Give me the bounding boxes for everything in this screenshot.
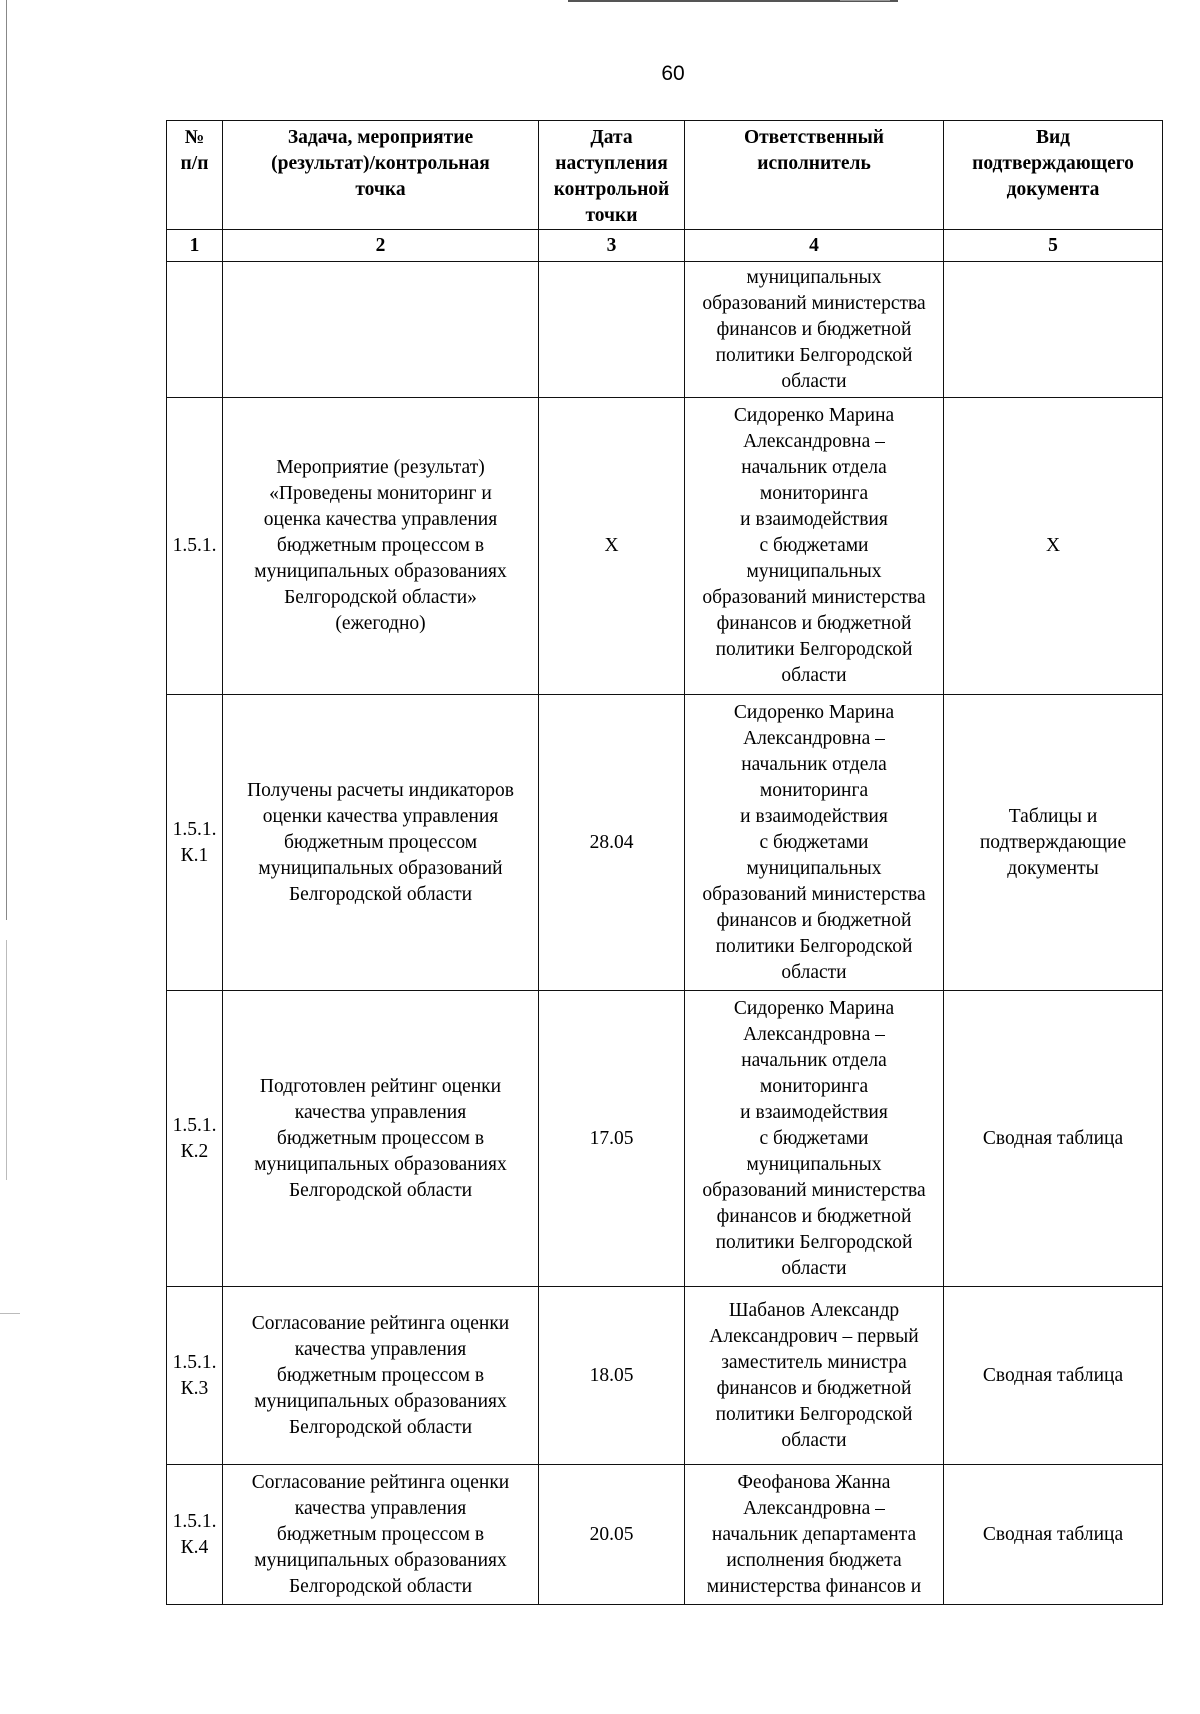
row-number-cell [167, 991, 223, 1287]
cell-text-line: муниципальных [746, 857, 882, 879]
cell-text-line: исполнитель [757, 153, 871, 174]
cell-text-line: заместитель министра [721, 1351, 907, 1373]
table-row [167, 695, 1163, 991]
date-cell: 18.05 [539, 1287, 685, 1465]
row-number-cell [167, 398, 223, 695]
scan-speck [0, 1313, 20, 1314]
row-number-cell [167, 1287, 223, 1465]
cell-text-line: с бюджетами [759, 535, 869, 556]
cell-text-line: с бюджетами [759, 831, 869, 853]
cell-text-line: бюджетным процессом в [276, 1127, 485, 1149]
date-cell: 20.05 [539, 1465, 685, 1605]
cell-text-line: финансов и бюджетной [716, 1205, 912, 1227]
cell-text-line: мониторинга [759, 483, 869, 504]
cell-text-line: Сводная таблица [982, 1523, 1124, 1545]
cell-text-line: Шабанов Александр [728, 1299, 900, 1321]
cell-text-line: Сидоренко Марина [733, 997, 895, 1019]
cell-text-line: области [781, 1429, 847, 1451]
cell-text-line: Сидоренко Марина [733, 701, 895, 723]
document-cell [944, 262, 1163, 398]
cell-text-line: К.1 [180, 844, 209, 866]
cell-text-line: Вид [1035, 127, 1071, 148]
cell-text-line: Александрович – первый [709, 1325, 919, 1347]
task-cell [223, 695, 539, 991]
cell-text-line: качества управления [294, 1101, 467, 1123]
cell-text-line: Белгородской области [288, 1416, 473, 1438]
table-row [167, 398, 1163, 695]
cell-text-line: бюджетным процессом [283, 831, 478, 853]
cell-text-line: Дата [590, 127, 633, 148]
cell-text-line: образований министерства [702, 1179, 926, 1201]
cell-text-line: наступления [555, 153, 668, 174]
cell-text-line: 1.5.1. [172, 1114, 217, 1136]
task-cell [223, 262, 539, 398]
cell-text-line: Сводная таблица [982, 1127, 1124, 1149]
cell-text-line: политики Белгородской [715, 1231, 913, 1253]
cell-text-line: и взаимодействия [740, 1101, 888, 1123]
header-number [167, 121, 223, 230]
cell-text-line: муниципальных образованиях [254, 1153, 507, 1175]
page-number: 60 [661, 62, 685, 85]
cell-text-line: X [1045, 535, 1061, 556]
cell-text-line: п/п [180, 153, 209, 174]
cell-text-line: исполнения бюджета [726, 1549, 902, 1571]
cell-text-line: бюджетным процессом в [276, 1364, 485, 1386]
header-task [223, 121, 539, 230]
cell-text-line: муниципальных [746, 561, 882, 582]
cell-text-line: муниципальных образованиях [254, 561, 507, 582]
cell-text-line: муниципальных [746, 1153, 882, 1175]
document-cell [944, 1465, 1163, 1605]
cell-text-line: Александровна – [743, 727, 885, 749]
cell-text-line: (ежегодно) [335, 613, 426, 634]
cell-text-line: подтверждающего [972, 153, 1134, 174]
cell-text-line: финансов и бюджетной [716, 909, 912, 931]
cell-text-line: Подготовлен рейтинг оценки [259, 1075, 502, 1097]
cell-text-line: документа [1006, 179, 1100, 200]
cell-text-line: оценка качества управления [263, 509, 498, 530]
row-number-cell [167, 695, 223, 991]
cell-text-line: Феофанова Жанна [737, 1471, 891, 1493]
cell-text-line: Александровна – [743, 431, 885, 452]
cell-text-line: политики Белгородской [715, 639, 913, 660]
column-number-row [167, 230, 1163, 262]
document-cell [944, 991, 1163, 1287]
document-cell [944, 1287, 1163, 1465]
cell-text-line: Белгородской области [288, 1575, 473, 1597]
cell-text-line: Сидоренко Марина [733, 405, 895, 426]
cell-text-line: образований министерства [702, 587, 926, 608]
task-cell [223, 1287, 539, 1465]
cell-text-line: с бюджетами [759, 1127, 869, 1149]
cell-text-line: 1.5.1. [172, 818, 217, 840]
cell-text-line: области [781, 1257, 847, 1279]
cell-text-line: «Проведены мониторинг и [269, 483, 492, 504]
cell-text-line: министерства финансов и [706, 1575, 922, 1597]
cell-text-line: Белгородской области [288, 883, 473, 905]
cell-text-line: 1.5.1. [172, 1510, 217, 1532]
cell-text-line: точка [355, 179, 406, 200]
cell-text-line: № [184, 127, 205, 148]
cell-text-line: Александровна – [743, 1497, 885, 1519]
header-document [944, 121, 1163, 230]
responsible-cell [685, 1465, 944, 1605]
cell-text-line: 1.5.1. [172, 535, 217, 556]
column-number: 2 [223, 230, 539, 262]
task-cell [223, 398, 539, 695]
cell-text-line: политики Белгородской [715, 935, 913, 957]
cell-text-line: К.2 [180, 1140, 209, 1162]
cell-text-line: начальник отдела [741, 1049, 887, 1071]
cell-text-line: образований министерства [702, 883, 926, 905]
cell-text-line: муниципальных образований [258, 857, 503, 879]
cell-text-line: качества управления [294, 1497, 467, 1519]
table-row [167, 1465, 1163, 1605]
cell-text-line: политики Белгородской [715, 345, 913, 366]
date-cell: X [539, 398, 685, 695]
date-cell [539, 262, 685, 398]
cell-text-line: Александровна – [743, 1023, 885, 1045]
cell-text-line: бюджетным процессом в [276, 1523, 485, 1545]
cell-text-line: К.3 [180, 1377, 209, 1399]
cell-text-line: документы [1007, 857, 1099, 879]
control-points-table [166, 120, 1163, 1605]
cell-text-line: Мероприятие (результат) [276, 457, 485, 478]
cell-text-line: мониторинга [759, 1075, 869, 1097]
cell-text-line: начальник отдела [741, 457, 887, 478]
cell-text-line: муниципальных образованиях [254, 1549, 507, 1571]
header-row [167, 121, 1163, 230]
cell-text-line: финансов и бюджетной [716, 1377, 912, 1399]
cell-text-line: (результат)/контрольная [271, 153, 490, 174]
cell-text-line: муниципальных [746, 267, 882, 288]
cell-text-line: мониторинга [759, 779, 869, 801]
row-number-cell [167, 1465, 223, 1605]
cell-text-line: начальник департамента [711, 1523, 917, 1545]
header-date [539, 121, 685, 230]
cell-text-line: контрольной [553, 179, 670, 200]
column-number: 1 [167, 230, 223, 262]
cell-text-line: Таблицы и [1008, 805, 1098, 827]
cell-text-line: Задача, мероприятие [287, 127, 474, 148]
cell-text-line: Согласование рейтинга оценки [251, 1471, 510, 1493]
document-cell [944, 695, 1163, 991]
column-number: 3 [539, 230, 685, 262]
table-row [167, 1287, 1163, 1465]
scan-edge-line [840, 0, 890, 1]
cell-text-line: Сводная таблица [982, 1364, 1124, 1386]
cell-text-line: Белгородской области [288, 1179, 473, 1201]
date-cell: 28.04 [539, 695, 685, 991]
cell-text-line: бюджетным процессом в [276, 535, 485, 556]
cell-text-line: оценки качества управления [262, 805, 499, 827]
cell-text-line: муниципальных образованиях [254, 1390, 507, 1412]
cell-text-line: точки [585, 205, 638, 226]
task-cell [223, 991, 539, 1287]
responsible-cell [685, 695, 944, 991]
cell-text-line: финансов и бюджетной [716, 613, 912, 634]
responsible-cell [685, 262, 944, 398]
cell-text-line: области [781, 371, 847, 392]
task-cell [223, 1465, 539, 1605]
cell-text-line: Белгородской области» [284, 587, 477, 608]
scan-edge-line [6, 0, 7, 920]
header-responsible [685, 121, 944, 230]
date-cell: 17.05 [539, 991, 685, 1287]
cell-text-line: начальник отдела [741, 753, 887, 775]
cell-text-line: К.4 [180, 1536, 209, 1558]
cell-text-line: области [781, 665, 847, 686]
cell-text-line: и взаимодействия [740, 509, 888, 530]
cell-text-line: и взаимодействия [740, 805, 888, 827]
cell-text-line: подтверждающие [979, 831, 1127, 853]
cell-text-line: Получены расчеты индикаторов [247, 779, 514, 801]
cell-text-line: политики Белгородской [715, 1403, 913, 1425]
cell-text-line: образований министерства [702, 293, 926, 314]
column-number: 4 [685, 230, 944, 262]
cell-text-line: области [781, 961, 847, 983]
cell-text-line: финансов и бюджетной [716, 319, 912, 340]
responsible-cell [685, 398, 944, 695]
responsible-cell [685, 1287, 944, 1465]
cell-text-line: Ответственный [743, 127, 885, 148]
cell-text-line: 1.5.1. [172, 1351, 217, 1373]
cell-text-line: качества управления [294, 1338, 467, 1360]
row-number-cell [167, 262, 223, 398]
table-row [167, 991, 1163, 1287]
continuation-row [167, 262, 1163, 398]
column-number: 5 [944, 230, 1163, 262]
cell-text-line: Согласование рейтинга оценки [251, 1312, 510, 1334]
responsible-cell [685, 991, 944, 1287]
scan-edge-line [6, 940, 7, 1180]
document-cell [944, 398, 1163, 695]
